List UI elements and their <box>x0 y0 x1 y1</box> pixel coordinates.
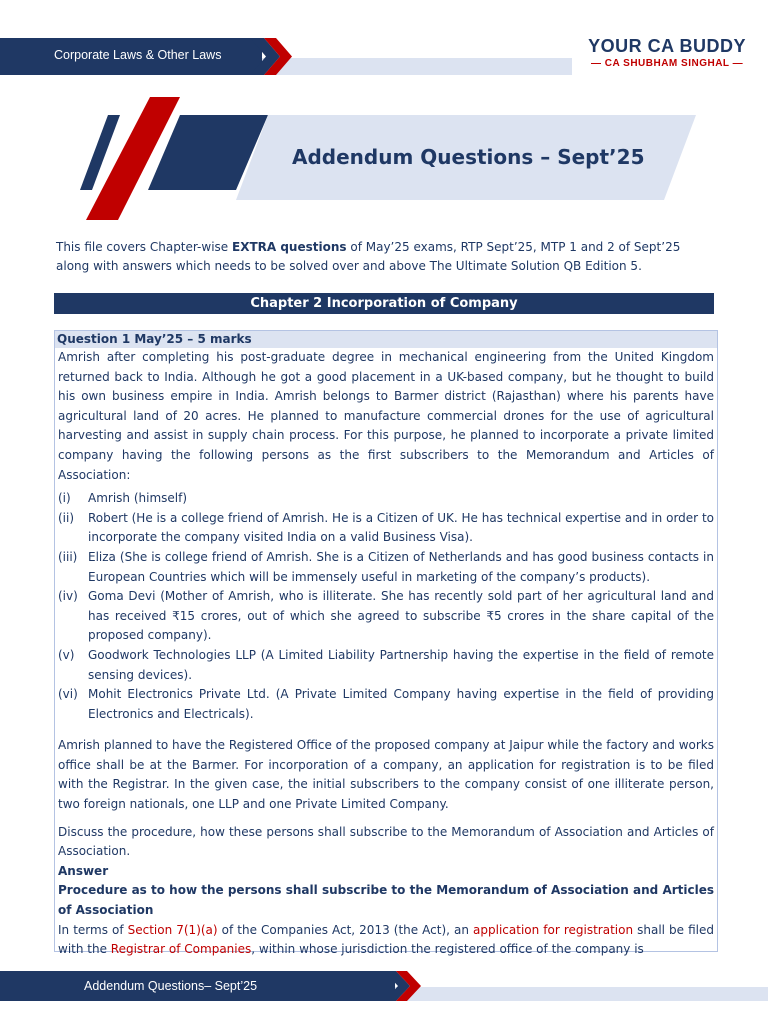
footer-bar <box>0 971 395 1001</box>
brand-logo <box>588 36 746 69</box>
header-chevron-icon <box>250 38 295 75</box>
question-heading: Question 1 May’25 – 5 marks <box>55 331 717 348</box>
list-item-num: (v) <box>58 647 75 662</box>
answer-heading: Procedure as to how the persons shall subscribe to the Memorandum of Association and Articles of Association <box>58 883 714 918</box>
list-item <box>58 548 714 587</box>
footer-accent-strip <box>395 987 768 1001</box>
intro-text <box>56 238 712 276</box>
intro-bold: EXTRA questions <box>232 240 347 254</box>
list-item <box>58 685 714 724</box>
list-item-num: (vi) <box>58 687 78 702</box>
highlight-term: Registrar of Companies <box>110 942 252 957</box>
question-para-1: Amrish after completing his post-graduate degree in mechanical engineering from the United Kingdom returned back to India. Although he got a good placement in a UK-based company, but he thought to build his own business empire in India. Amrish belongs to Barmer district (Rajasthan) where his parents have agricultural land of 20 acres. He planned to manufacture commercial drones for the use of agricultural harvesting and assist in supply chain process. For this purpose, he planned to incorporate a private limited company having the following persons as the first subscribers to the Memorandum and Articles of Association: <box>58 350 714 482</box>
subscriber-list <box>58 489 714 724</box>
highlight-term: application for registration <box>473 922 634 937</box>
list-item-text: Eliza (She is college friend of Amrish. She is a Citizen of Netherlands and has good business contacts in European Countries which will be immensely useful in marketing of the company’s products). <box>88 549 714 584</box>
intro-part-2: of May’25 exams, RTP Sept’25, MTP 1 and 2 of Sept’25 along with answers which needs to be solved over and above The Ultimate Solution QB Edition 5. <box>56 240 681 273</box>
logo-sub-text: — CA SHUBHAM SINGHAL — <box>591 58 744 69</box>
answer-para: In terms of Section 7(1)(a) of the Companies Act, 2013 (the Act), an application for registration shall be filed with the Registrar of Companies, within whose jurisdiction the registered office of the company is <box>58 922 714 957</box>
list-item-text: Amrish (himself) <box>88 491 188 506</box>
list-item <box>58 587 714 646</box>
list-item-num: (ii) <box>58 510 75 525</box>
list-item-num: (i) <box>58 491 71 506</box>
list-item-text: Goodwork Technologies LLP (A Limited Liability Partnership having the expertise in the field of remote sensing devices). <box>88 647 714 682</box>
list-item <box>58 489 714 509</box>
page-title: Addendum Questions – Sept’25 <box>292 145 645 169</box>
question-para-2: Amrish planned to have the Registered Office of the proposed company at Jaipur while the factory and works office shall be at the Barmer. For incorporation of a company, an application for registration is to be filed with the Registrar. In the given case, the initial subscribers to the company consist of one illiterate person, two foreign nationals, one LLP and one Private Limited Company. <box>58 738 714 812</box>
header-accent-strip <box>262 58 572 75</box>
question-box <box>54 330 718 957</box>
list-item-text: Robert (He is a college friend of Amrish. He is a Citizen of UK. He has technical expertise and in order to incorporate the company visited India on a valid Business Visa). <box>88 510 714 545</box>
answer-label: Answer <box>58 863 109 878</box>
list-item <box>58 646 714 685</box>
list-item-num: (iv) <box>58 589 78 604</box>
footer-chevron-icon <box>384 971 424 1001</box>
header-bar <box>0 38 262 75</box>
chapter-heading: Chapter 2 Incorporation of Company <box>54 293 714 314</box>
section-label: Corporate Laws & Other Laws <box>54 48 222 62</box>
list-item-num: (iii) <box>58 549 78 564</box>
footer-label: Addendum Questions– Sept’25 <box>84 979 258 993</box>
list-item-text: Goma Devi (Mother of Amrish, who is illiterate. She has recently sold part of her agricultural land and has received ₹15 crores, out of which she agreed to subscribe ₹5 crores in the share capital of the proposed company). <box>88 589 714 643</box>
question-body <box>55 348 717 960</box>
list-item-text: Mohit Electronics Private Ltd. (A Private Limited Company having expertise in the field of providing Electronics and Electricals). <box>88 687 714 721</box>
logo-main-text: YOUR CA BUDDY <box>588 36 746 56</box>
question-para-3: Discuss the procedure, how these persons shall subscribe to the Memorandum of Association and Articles of Association. <box>58 824 714 859</box>
list-item <box>58 509 714 548</box>
intro-part-1: This file covers Chapter-wise <box>56 240 232 254</box>
section-reference: Section 7(1)(a) <box>127 922 218 937</box>
